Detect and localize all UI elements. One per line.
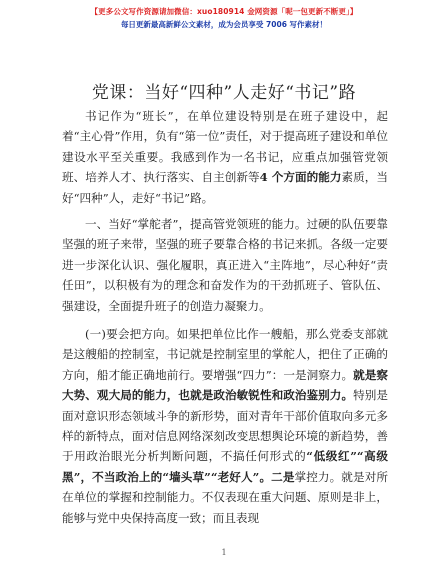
text-run: 特别是面对意识形态领域斗争的新形势，面对青年干部价值取向多元多样的新特点，面对信息网络深刻改变思想舆论环境的新趋势，善于用政治眼光分析判断问题，不搞任何形式的 [62,388,388,464]
text-run-bold: 就是察大势、观大局的能力，也就是政治敏锐性和政治鉴别力。 [62,367,388,403]
document-title: 党课：当好“四种”人走好“书记”路 [91,83,357,103]
text-run: (一)要会把方向。如果把单位比作一艘船，那么党委支部就是这艘船的控制室，书记就是控制室里的掌舵人，把住了正确的方向，船才能正确地前行。要增强“四力”：一是洞察力。 [62,327,388,382]
paragraph-intro [62,106,388,208]
promo-banner-line-1: 【更多公文写作资源请加微信：xuo180914 金网资源「呢一包更新不断更」】 [90,7,358,16]
paragraph-section-one [62,214,388,316]
paragraph-subsection-1 [62,324,388,528]
text-run: 素质，当好“四种”人，走好“书记”路。 [62,170,388,205]
text-run: 书记作为“班长”，在单位建设特别是在班子建设中，起着“主心骨”作用，负有“第一位”责任，对于提高班子建设和单位建设水平至关重要。我感到作为一名书记，应重点加强管党领班、培养人才、执行落实、自主创新等 [62,109,388,185]
promo-banner-line-2: 每日更新最高新鲜公文素材，成为会员享受 7006 写作素材！ [120,20,328,29]
text-run: 一、当好“掌舵者”，提高管党领班的能力。过硬的队伍要靠坚强的班子来带，坚强的班子要靠合格的书记来抓。各级一定要进一步深化认识、强化履职，真正进入“主阵地”，尽心种好“责任田”，以积极有为的理念和奋发作为的干劲抓班子、管队伍、强建设，全面提升班子的创造力凝聚力。 [62,217,388,313]
text-run-bold: “低级红”“高级黑”，不当政治上的“墙头草”“老好人”。二是 [62,449,388,484]
text-run-bold: 4 个方面的能力 [259,170,342,185]
text-run: 掌控力。就是对所在单位的掌握和控制能力。不仅表现在重大问题、原则是非上，能够与党中央保持高度一致；而且表现 [62,469,388,525]
page-number: 1 [221,548,227,557]
